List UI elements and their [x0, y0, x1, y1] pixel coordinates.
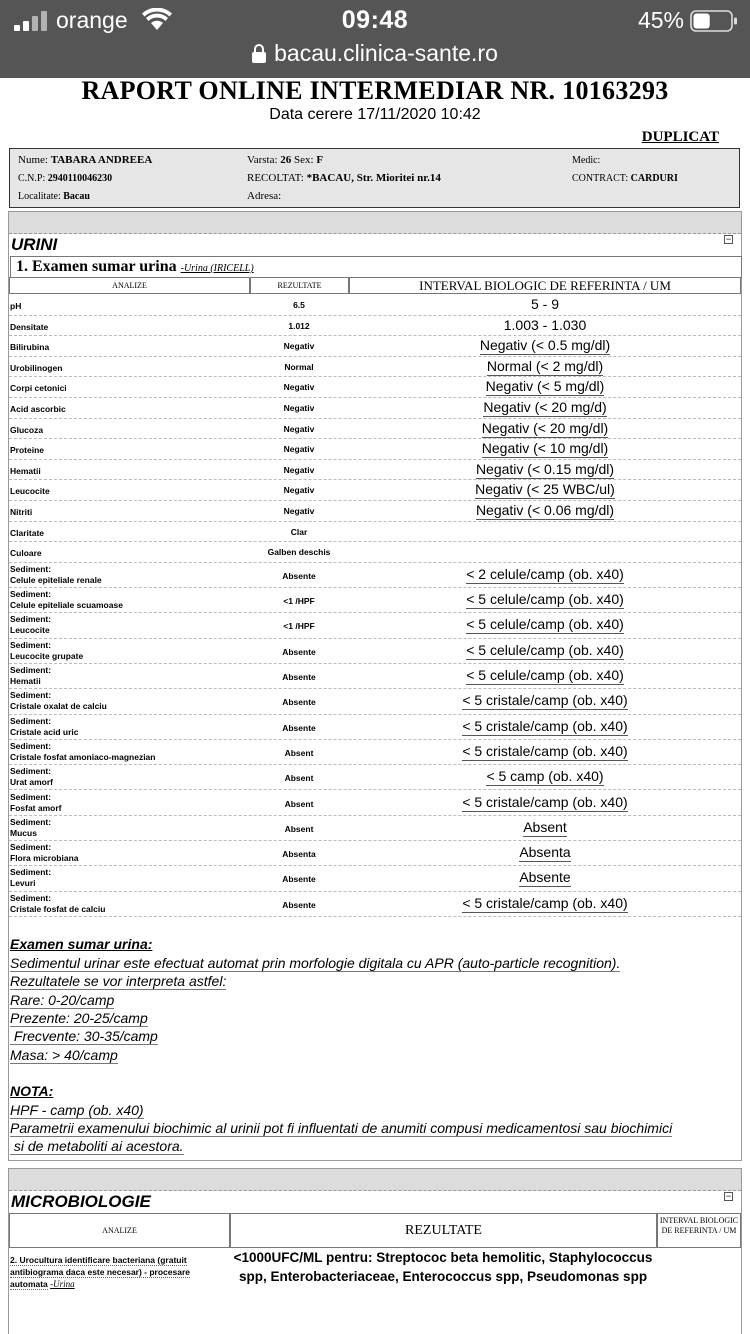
micro-row-result: <1000UFC/ML pentru: Streptococ beta hemolitic, Staphylococcus spp, Enterobacteriaceae, Enterococcus spp, Pseudomonas spp: [233, 1250, 653, 1284]
table-row: [9, 480, 741, 501]
analysis-result: Absente: [282, 722, 316, 733]
status-bar: [0, 0, 750, 78]
analysis-name: Sediment: Flora microbiana: [10, 842, 79, 864]
analysis-result: Absent: [284, 798, 314, 809]
analysis-result: Absente: [282, 672, 316, 682]
analysis-name: pH: [10, 301, 22, 311]
analysis-name: Sediment: Hematii: [10, 665, 52, 686]
collected-field: RECOLTAT: *BACAU, Str. Mioritei nr.14: [247, 172, 441, 184]
analysis-result: Negativ: [283, 485, 315, 496]
table-row: [9, 664, 741, 689]
analysis-result: 1.012: [288, 320, 310, 331]
analysis-result: Absent: [284, 747, 314, 758]
table-row: [9, 816, 741, 841]
analysis-result: 6.5: [293, 300, 305, 310]
clock: 09:48: [341, 6, 409, 34]
section-header-bar: [9, 1169, 741, 1191]
analysis-result: Negativ: [283, 423, 315, 434]
reference-interval: < 5 camp (ob. x40): [486, 768, 604, 785]
address-bar[interactable]: [0, 40, 750, 67]
reference-interval: Negativ (< 0.06 mg/dl): [475, 502, 615, 518]
analysis-name: Sediment: Levuri: [10, 867, 52, 889]
reference-interval: Negativ (< 25 WBC/ul): [475, 481, 615, 498]
table-row: [9, 613, 741, 638]
reference-interval: Negativ (< 0.15 mg/dl): [475, 460, 615, 477]
analysis-name: Sediment: Urat amorf: [10, 766, 53, 788]
table-row: [9, 740, 741, 765]
analysis-name: Sediment: Fosfat amorf: [10, 791, 62, 813]
patient-name-field: Nume: TABARA ANDREEA: [18, 154, 153, 166]
table-row: [9, 841, 741, 866]
table-row: [9, 689, 741, 714]
analysis-result: Negativ: [283, 506, 315, 516]
table-row: [9, 419, 741, 440]
notes-line: Rare: 0-20/camp: [10, 992, 115, 1008]
analysis-result: Absent: [284, 823, 314, 834]
analysis-result: Absenta: [282, 849, 316, 860]
table-row: [9, 460, 741, 481]
analysis-result: Negativ: [283, 464, 315, 475]
table-row: [9, 398, 741, 419]
reference-interval: Negativ (< 20 mg/d): [483, 399, 607, 415]
table-row: [9, 563, 741, 588]
reference-interval: < 5 celule/camp (ob. x40): [466, 667, 624, 683]
table-row: [9, 316, 741, 337]
exam-title: 1. Examen sumar urina -Urina (IRICELL): [10, 256, 742, 278]
reference-interval: < 5 cristale/camp (ob. x40): [462, 793, 628, 810]
analysis-name: Bilirubina: [10, 342, 50, 353]
battery-percent: 45%: [637, 7, 684, 33]
table-row: [9, 765, 741, 790]
notes-line: Frecvente: 30-35/camp: [10, 1028, 158, 1044]
reference-interval: < 5 celule/camp (ob. x40): [466, 641, 624, 658]
analysis-name: Proteine: [10, 445, 45, 456]
notes-line: Prezente: 20-25/camp: [10, 1010, 148, 1026]
notes-line: si de metaboliti ai acestora.: [10, 1138, 184, 1154]
table-row: [9, 522, 741, 543]
micro-column-header-analyses: ANALIZE: [9, 1213, 230, 1248]
table-row: [9, 295, 741, 316]
analysis-name: Leucocite: [10, 486, 50, 497]
carrier-name: orange: [56, 7, 128, 33]
analysis-result: Absente: [282, 646, 316, 657]
micro-column-header-results: REZULTATE: [230, 1213, 657, 1248]
column-header-results: REZULTATE: [250, 277, 349, 294]
analysis-name: Sediment: Cristale oxalat de calciu: [10, 690, 107, 712]
micro-row-name: 2. Urocultura identificare bacteriana (gratuit antibiograma daca este necesar) - procesare automata -Urina: [10, 1255, 190, 1289]
analysis-result: Galben deschis: [267, 547, 331, 558]
reference-interval: < 5 cristale/camp (ob. x40): [462, 717, 628, 734]
table-row: [9, 377, 741, 398]
analysis-result: Negativ: [283, 444, 315, 455]
analysis-result: Normal: [284, 361, 314, 372]
micro-column-header-reference: INTERVAL BIOLOGIC DE REFERINTA / UM: [657, 1213, 741, 1248]
microbiologie-section-title: MICROBIOLOGIE: [11, 1192, 151, 1211]
exam-source: -Urina (IRICELL): [180, 263, 254, 274]
address-field: Adresa:: [247, 190, 282, 202]
report-title: RAPORT ONLINE INTERMEDIAR NR. 10163293: [81, 76, 669, 105]
contract-field: CONTRACT: CARDURI: [572, 173, 678, 184]
reference-interval: Negativ (< 20 mg/dl): [481, 419, 609, 436]
table-row: [9, 501, 741, 522]
column-header-analyses: ANALIZE: [9, 277, 250, 294]
duplicate-label: DUPLICAT: [641, 129, 719, 145]
reference-interval: Negativ (< 0.5 mg/dl): [479, 337, 611, 354]
table-row: [9, 439, 741, 460]
analysis-name: Sediment: Celule epiteliale renale: [10, 563, 102, 585]
analysis-name: Acid ascorbic: [10, 404, 66, 414]
analysis-result: Negativ: [283, 403, 315, 413]
table-row: [9, 336, 741, 357]
analysis-name: Sediment: Cristale acid uric: [10, 715, 79, 737]
patient-cnp-field: C.N.P: 2940110046230: [18, 173, 113, 184]
notes-line: Sedimentul urinar este efectuat automat prin morfologie digitala cu APR (auto-particle recognition).: [10, 955, 621, 971]
notes-line: Rezultatele se vor interpreta astfel:: [10, 973, 227, 989]
reference-interval: Absenta: [519, 844, 571, 861]
table-row: [9, 715, 741, 740]
reference-interval: < 5 cristale/camp (ob. x40): [462, 742, 628, 759]
analysis-name: Sediment: Mucus: [10, 816, 52, 838]
patient-age-field: Varsta: 26 Sex: F: [247, 154, 324, 166]
reference-interval: < 5 celule/camp (ob. x40): [466, 616, 624, 633]
reference-interval: 1.003 - 1.030: [503, 316, 587, 333]
reference-interval: Negativ (< 10 mg/dl): [481, 440, 609, 457]
column-header-reference: INTERVAL BIOLOGIC DE REFERINTA / UM: [349, 277, 741, 294]
analysis-name: Glucoza: [10, 424, 44, 435]
analysis-result: <1 /HPF: [283, 596, 315, 607]
notes-line: HPF - camp (ob. x40): [10, 1102, 144, 1118]
analysis-name: Urobilinogen: [10, 362, 63, 373]
table-row: [9, 542, 741, 563]
analysis-result: Negativ: [283, 341, 315, 352]
notes-exam-heading: Examen sumar urina:: [10, 936, 153, 952]
notes-line: Masa: > 40/camp: [10, 1047, 118, 1063]
reference-interval: < 5 cristale/camp (ob. x40): [462, 692, 628, 709]
medic-field: Medic:: [572, 155, 601, 166]
analysis-result: Absent: [284, 773, 314, 784]
analysis-result: Absente: [282, 899, 316, 910]
reference-interval: < 5 cristale/camp (ob. x40): [462, 894, 628, 911]
table-row: [9, 866, 741, 891]
reference-interval: Absent: [523, 818, 567, 835]
analysis-name: Sediment: Cristale fosfat de calciu: [10, 892, 106, 914]
reference-interval: < 2 celule/camp (ob. x40): [466, 565, 624, 582]
patient-info: [9, 148, 740, 208]
collapse-toggle-icon[interactable]: −: [725, 1191, 732, 1201]
table-row: [9, 357, 741, 378]
analysis-result: Absente: [282, 874, 316, 885]
analysis-result: <1 /HPF: [283, 621, 315, 632]
analysis-result: Absente: [282, 697, 316, 708]
urini-section-title: URINI: [11, 235, 58, 254]
notes-line: Parametrii examenului biochimic al urinii pot fi influentati de anumiti compusi medicamentosi sau biochimici: [10, 1120, 673, 1136]
analysis-name: Corpi cetonici: [10, 383, 67, 394]
request-date: Data cerere 17/11/2020 10:42: [269, 106, 481, 123]
url-text: bacau.clinica-sante.ro: [274, 40, 498, 66]
reference-interval: Negativ (< 5 mg/dl): [485, 378, 605, 395]
analysis-name: Sediment: Cristale fosfat amoniaco-magnezian: [10, 740, 156, 762]
analysis-name: Nitriti: [10, 507, 33, 517]
analysis-name: Culoare: [10, 548, 42, 559]
analysis-name: Sediment: Leucocite: [10, 614, 52, 636]
reference-interval: < 5 celule/camp (ob. x40): [466, 591, 624, 608]
table-row: [9, 639, 741, 664]
reference-interval: Absente: [519, 869, 571, 886]
table-row: [9, 588, 741, 613]
notes-nota-heading: NOTA:: [10, 1083, 54, 1099]
reference-interval: Normal (< 2 mg/dl): [486, 357, 604, 374]
battery-icon: [690, 10, 738, 32]
analysis-name: Sediment: Leucocite grupate: [10, 639, 84, 661]
analysis-result: Absente: [282, 570, 316, 581]
analysis-result: Negativ: [283, 382, 315, 393]
analysis-name: Claritate: [10, 527, 45, 538]
table-row: [9, 791, 741, 816]
section-header-bar: [9, 212, 741, 234]
patient-locality-field: Localitate: Bacau: [18, 191, 90, 202]
analysis-name: Densitate: [10, 321, 49, 332]
lock-icon: [252, 44, 266, 63]
analysis-result: Clar: [290, 526, 308, 537]
table-row: [9, 892, 741, 917]
analysis-name: Sediment: Celule epiteliale scuamoase: [10, 589, 123, 611]
reference-interval: 5 - 9: [530, 296, 559, 312]
collapse-toggle-icon[interactable]: −: [725, 234, 732, 244]
analysis-name: Hematii: [10, 465, 41, 476]
